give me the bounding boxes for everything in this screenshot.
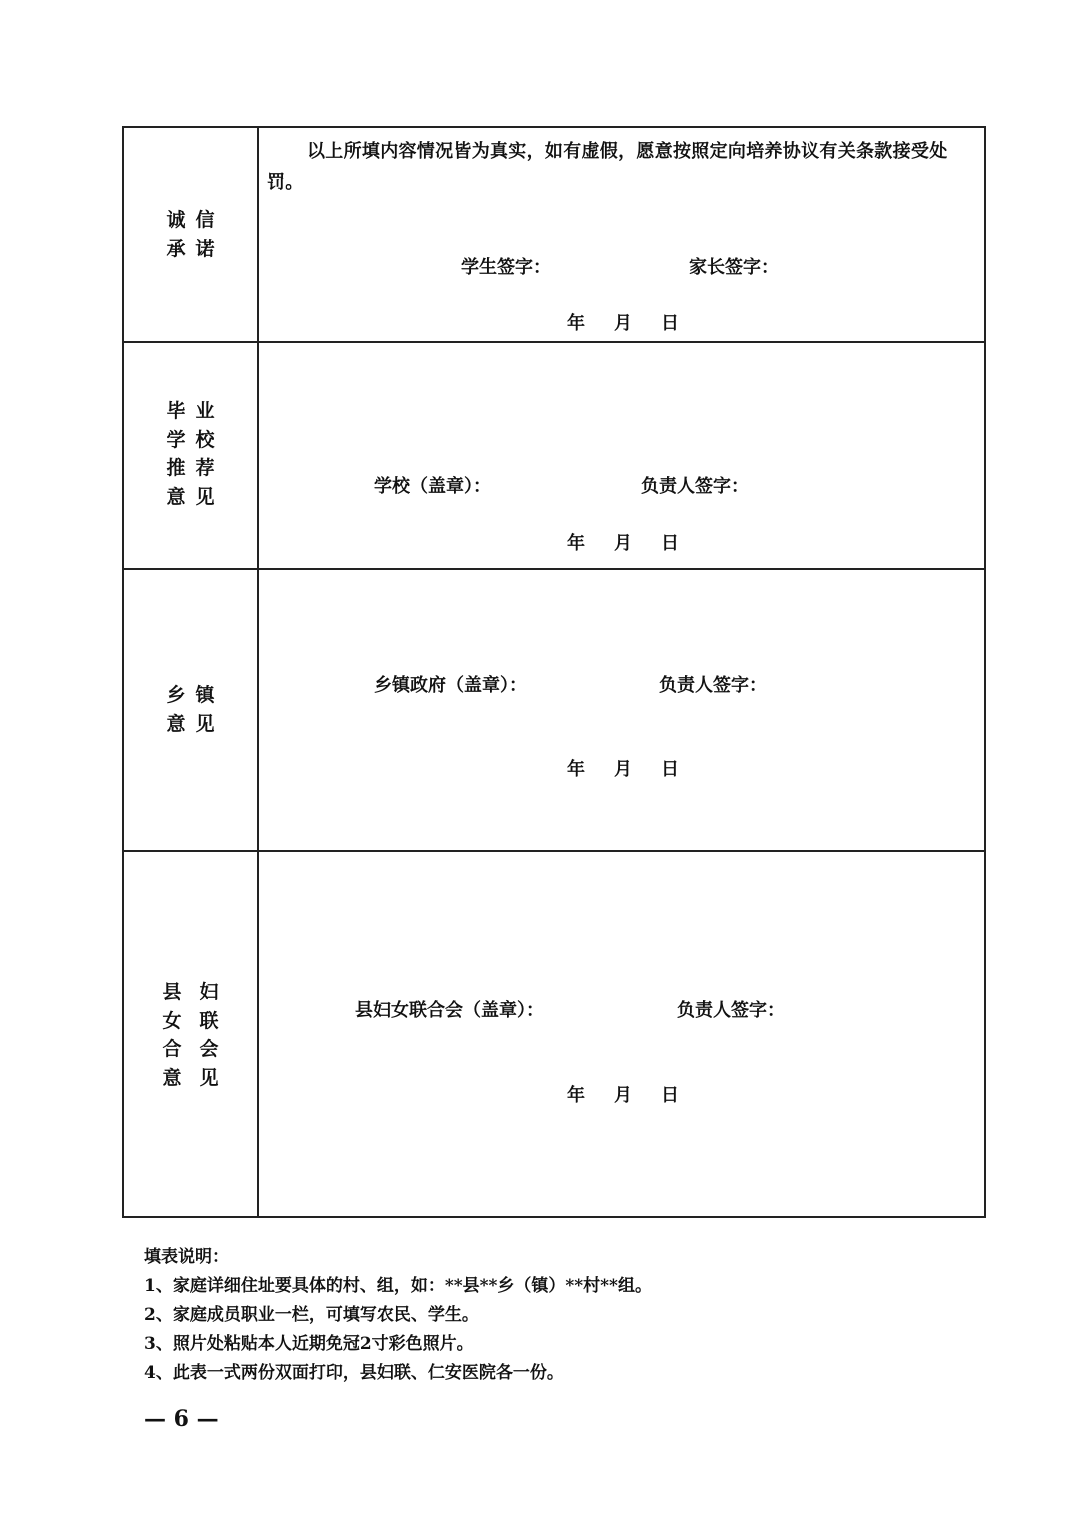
page-number: — 6 — bbox=[144, 1406, 219, 1432]
county-womens-federation-seal-label[interactable]: 县妇女联合会（盖章）： bbox=[355, 1000, 544, 1021]
date-month[interactable]: 月 bbox=[614, 1085, 632, 1106]
filling-instructions bbox=[144, 1243, 652, 1388]
label-line: 承诺 bbox=[166, 237, 225, 260]
row-content bbox=[259, 343, 984, 568]
date-day[interactable]: 日 bbox=[661, 533, 679, 554]
row-content bbox=[259, 852, 984, 1216]
row-county-womens-federation-opinion bbox=[124, 852, 984, 1216]
parent-signature-label[interactable]: 家长签字： bbox=[689, 257, 779, 278]
date-day[interactable]: 日 bbox=[661, 313, 679, 334]
label-line: 意见 bbox=[166, 712, 225, 735]
label-line: 意见 bbox=[166, 485, 225, 508]
instruction-item: 3、照片处粘贴本人近期免冠2寸彩色照片。 bbox=[144, 1334, 474, 1354]
student-signature-label[interactable]: 学生签字： bbox=[461, 257, 551, 278]
date-day[interactable]: 日 bbox=[661, 759, 679, 780]
school-seal-label[interactable]: 学校（盖章）： bbox=[374, 476, 491, 497]
row-content bbox=[259, 570, 984, 850]
pledge-text: 以上所填内容情况皆为真实，如有虚假，愿意按照定向培养协议有关条款接受处罚。 bbox=[267, 141, 948, 193]
label-line: 意见 bbox=[162, 1066, 237, 1089]
date-year[interactable]: 年 bbox=[567, 1085, 585, 1106]
row-integrity-pledge bbox=[124, 128, 984, 343]
date-day[interactable]: 日 bbox=[661, 1085, 679, 1106]
responsible-person-signature-label[interactable]: 负责人签字： bbox=[659, 675, 767, 696]
label-line: 毕业 bbox=[166, 400, 225, 422]
instruction-item: 1、家庭详细住址要具体的村、组，如：**县**乡（镇）**村**组。 bbox=[144, 1276, 652, 1296]
row-label bbox=[124, 570, 259, 850]
instruction-item: 4、此表一式两份双面打印，县妇联、仁安医院各一份。 bbox=[144, 1363, 564, 1383]
label-line: 女联 bbox=[162, 1009, 237, 1032]
row-label bbox=[124, 128, 259, 341]
label-line: 诚信 bbox=[166, 209, 225, 231]
date-month[interactable]: 月 bbox=[614, 313, 632, 334]
township-government-seal-label[interactable]: 乡镇政府（盖章）： bbox=[374, 675, 527, 696]
row-content bbox=[259, 128, 984, 341]
instructions-title: 填表说明： bbox=[144, 1247, 229, 1267]
label-line: 推荐 bbox=[166, 457, 225, 479]
instruction-item: 2、家庭成员职业一栏，可填写农民、学生。 bbox=[144, 1305, 479, 1325]
row-township-opinion bbox=[124, 570, 984, 852]
label-line: 乡镇 bbox=[166, 684, 225, 706]
responsible-person-signature-label[interactable]: 负责人签字： bbox=[641, 476, 749, 497]
form-table bbox=[122, 126, 986, 1218]
row-label bbox=[124, 852, 259, 1216]
label-line: 学校 bbox=[166, 428, 225, 451]
label-line: 合会 bbox=[162, 1038, 237, 1060]
date-month[interactable]: 月 bbox=[614, 533, 632, 554]
label-line: 县妇 bbox=[162, 981, 237, 1003]
row-school-recommendation bbox=[124, 343, 984, 570]
responsible-person-signature-label[interactable]: 负责人签字： bbox=[677, 1000, 785, 1021]
row-label bbox=[124, 343, 259, 568]
date-year[interactable]: 年 bbox=[567, 759, 585, 780]
date-month[interactable]: 月 bbox=[614, 759, 632, 780]
date-year[interactable]: 年 bbox=[567, 313, 585, 334]
date-year[interactable]: 年 bbox=[567, 533, 585, 554]
